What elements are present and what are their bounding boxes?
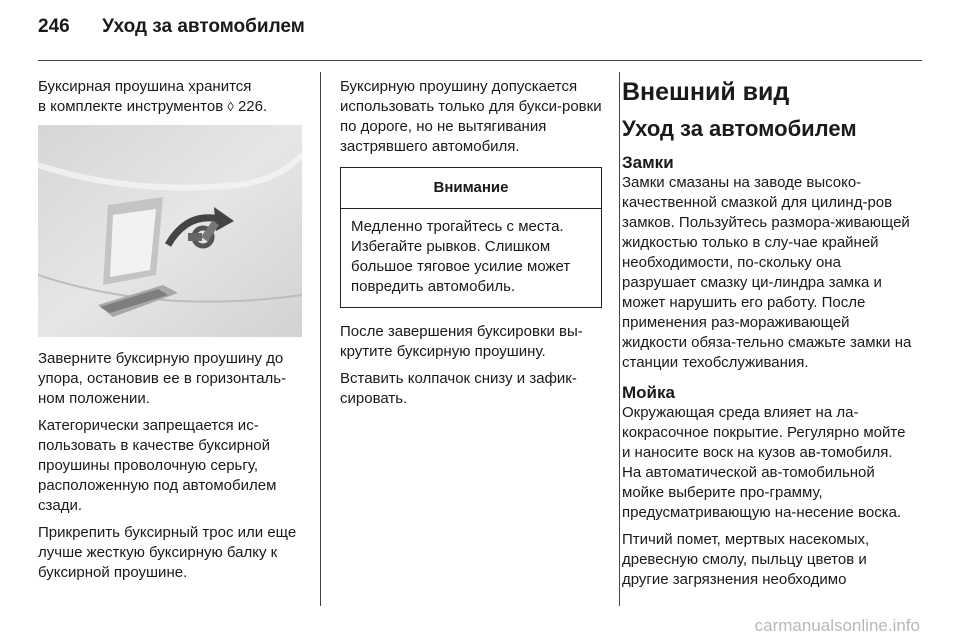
page-number: 246: [38, 16, 70, 37]
heading-locks: Замки: [622, 153, 674, 172]
column-divider-1: [320, 72, 321, 606]
paragraph-usage: Буксирную проушину допускается использовать только для букси-ровки по дороге, но не вытягивания застрявшего автомобиля.: [340, 78, 602, 155]
column-left: [38, 77, 306, 590]
column-right: [622, 77, 912, 597]
paragraph-attach-rope: Прикрепить буксирный трос или еще лучше жесткую буксирную балку к буксирной проушине.: [38, 524, 297, 581]
reference-arrow-icon: ◊: [227, 99, 234, 114]
watermark: carmanualsonline.info: [754, 616, 920, 635]
section-title-exterior: Внешний вид: [622, 78, 790, 106]
paragraph-unscrew: После завершения буксировки вы-крутите буксирную проушину.: [340, 323, 583, 360]
warning-text: Медленно трогайтесь с места. Избегайте рывков. Слишком большое тяговое усилие может повредить автомобиль.: [351, 218, 571, 295]
warning-title: Внимание: [341, 168, 601, 209]
paragraph-insert-cap: Вставить колпачок снизу и зафик-сировать.: [340, 370, 577, 407]
column-middle: [340, 77, 602, 416]
paragraph-locks: Замки смазаны на заводе высоко-качественной смазкой для цилинд-ров замков. Пользуйтесь размора-живающей жидкостью только в слу-чае крайней необходимости, по-скольку она разрушает смазку ци-линдра замка и может нарушить его работу. После применения раз-мораживающей жидкости обяза-тельно смажьте замки на станции техобслуживания.: [622, 174, 912, 371]
header-divider: [38, 60, 922, 61]
intro-paragraph: Буксирная проушина хранится в комплекте инструментов ◊ 226.: [38, 78, 268, 115]
paragraph-prohibition: Категорически запрещается ис-пользовать в качестве буксирной проушины проволочную серьгу, расположенную под автомобилем сзади.: [38, 417, 277, 514]
paragraph-screw-in: Заверните буксирную проушину до упора, остановив ее в горизонталь-ном положении.: [38, 350, 287, 407]
paragraph-contaminants: Птичий помет, мертвых насекомых, древесную смолу, пыльцу цветов и другие загрязнения необходимо: [622, 531, 870, 588]
page-reference[interactable]: 226.: [237, 98, 268, 115]
towing-eye-illustration: [38, 125, 302, 337]
page-header: [38, 16, 305, 50]
column-divider-2: [619, 72, 620, 606]
section-title-care: Уход за автомобилем: [622, 116, 857, 141]
page-title: Уход за автомобилем: [102, 16, 305, 37]
heading-wash: Мойка: [622, 383, 675, 402]
warning-box: [340, 167, 602, 308]
paragraph-wash: Окружающая среда влияет на ла-кокрасочное покрытие. Регулярно мойте и наносите воск на кузов ав-томобиля. На автоматической ав-томобильной мойке выберите про-грамму, предусматривающую на-несение воска.: [622, 404, 906, 521]
